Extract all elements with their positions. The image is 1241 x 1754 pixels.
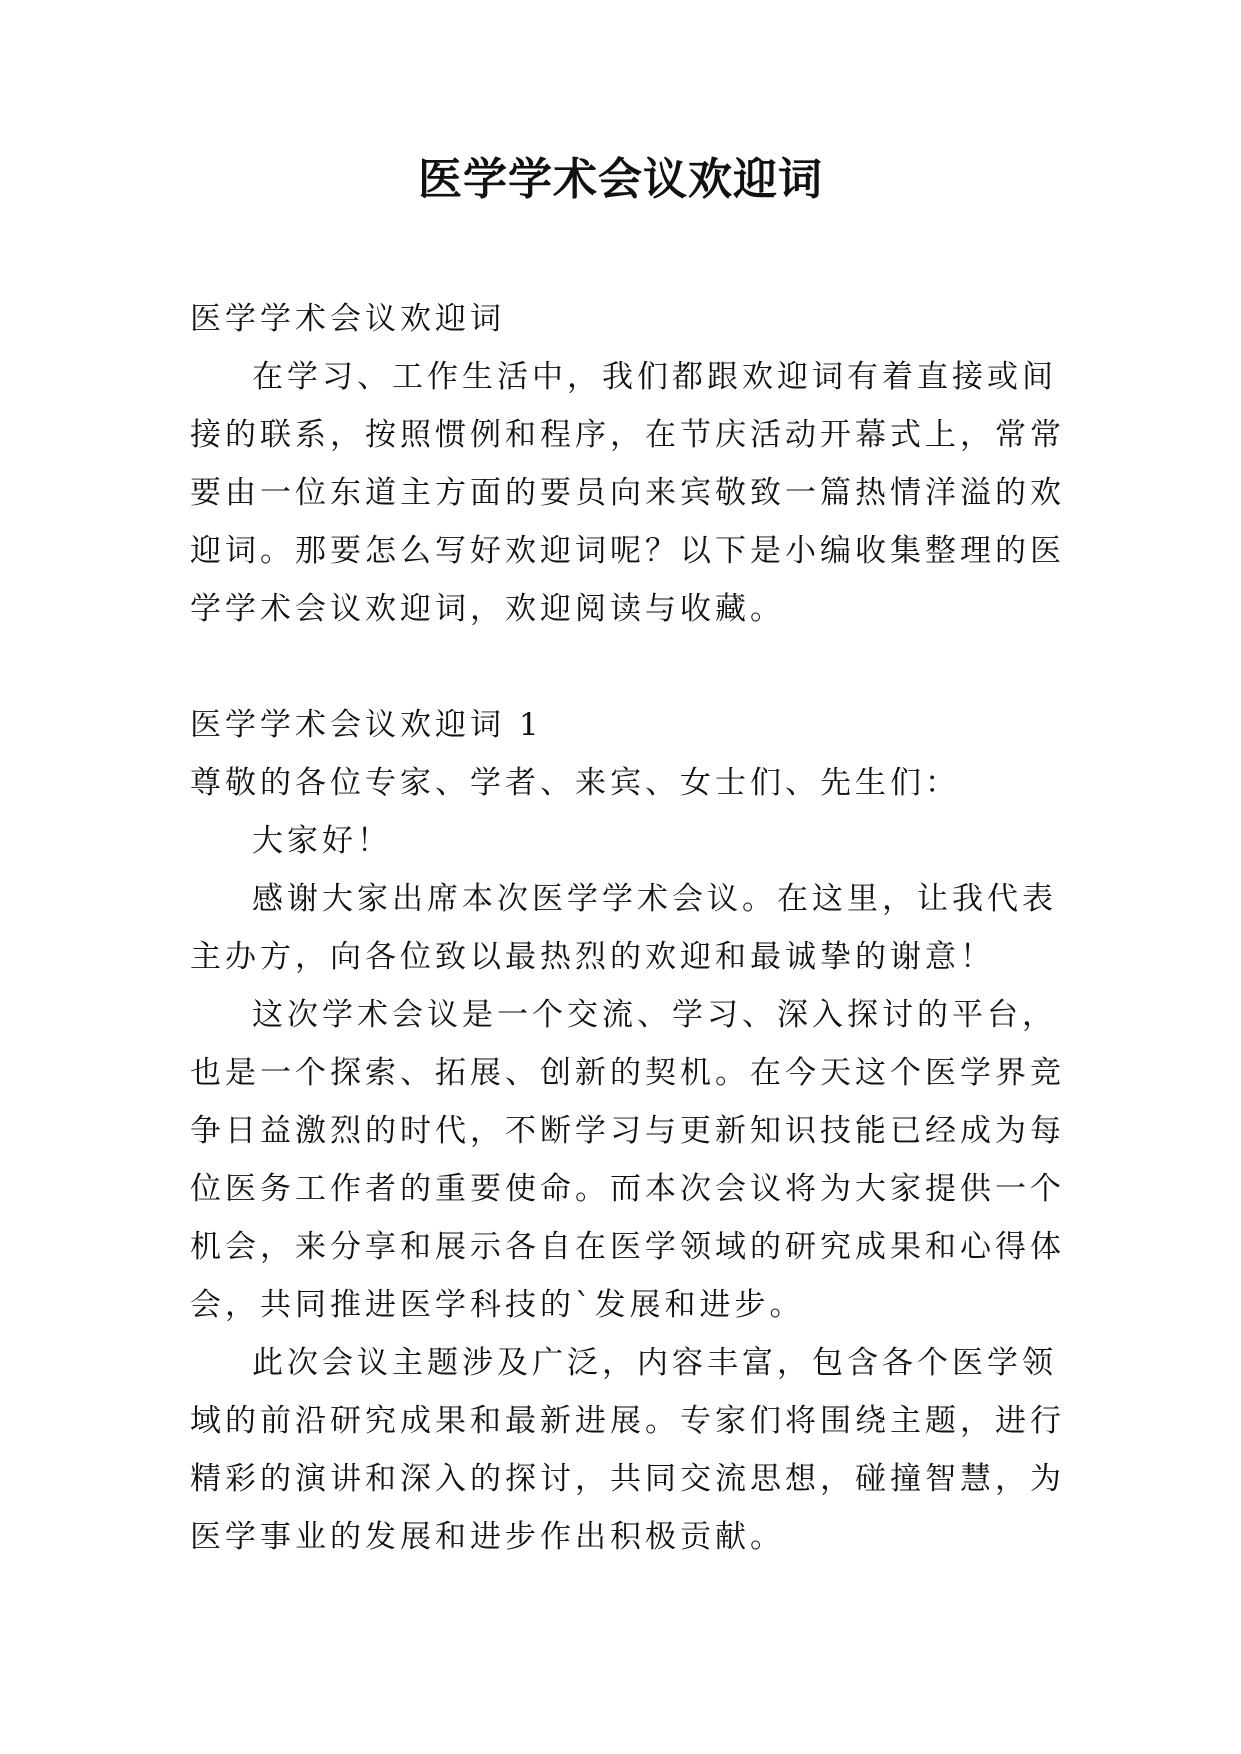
body-paragraph-1: 感谢大家出席本次医学学术会议。在这里，让我代表主办方，向各位致以最热烈的欢迎和最诚挚的谢意！ — [190, 881, 1057, 975]
intro-paragraph: 在学习、工作生活中，我们都跟欢迎词有着直接或间接的联系，按照惯例和程序，在节庆活动开幕式上，常常要由一位东道主方面的要员向来宾敬致一篇热情洋溢的欢迎词。那要怎么写好欢迎词呢？以下是小编收集整理的医学学术会议欢迎词，欢迎阅读与收藏。 — [190, 359, 1065, 627]
intro-heading: 医学学术会议欢迎词 — [190, 301, 505, 337]
section-heading: 医学学术会议欢迎词 1 — [190, 707, 543, 743]
document-title: 医学学术会议欢迎词 — [418, 154, 823, 205]
salutation: 尊敬的各位专家、学者、来宾、女士们、先生们： — [190, 765, 960, 801]
body-paragraph-2: 这次学术会议是一个交流、学习、深入探讨的平台，也是一个探索、拓展、创新的契机。在今天这个医学界竞争日益激烈的时代，不断学习与更新知识技能已经成为每位医务工作者的重要使命。而本次会议将为大家提供一个机会，来分享和展示各自在医学领域的研究成果和心得体会，共同推进医学科技的`发展和进步。 — [190, 997, 1065, 1323]
body-paragraph-3: 此次会议主题涉及广泛，内容丰富，包含各个医学领域的前沿研究成果和最新进展。专家们将围绕主题，进行精彩的演讲和深入的探讨，共同交流思想，碰撞智慧，为医学事业的发展和进步作出积极贡献。 — [190, 1345, 1065, 1555]
greeting: 大家好！ — [252, 823, 392, 859]
document-body — [190, 290, 1070, 1566]
section-spacer — [190, 638, 1070, 696]
